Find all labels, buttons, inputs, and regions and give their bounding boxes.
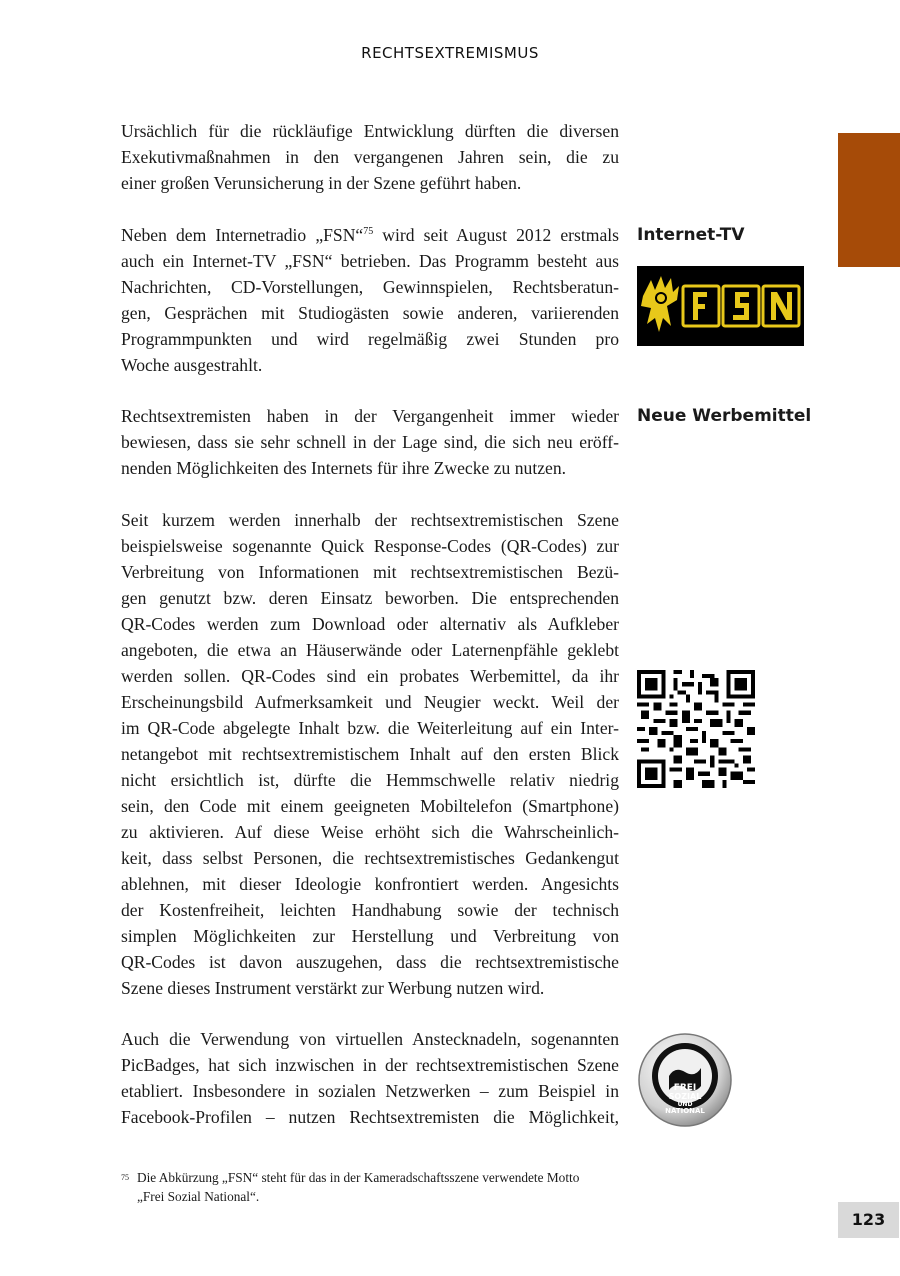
paragraph (121, 222, 619, 378)
text-line: Rechtsextremisten haben in der Vergangenheit immer wieder (121, 406, 619, 426)
picbadge-graphic (637, 1032, 733, 1128)
paragraph (121, 118, 619, 196)
margin-heading-internet-tv: Internet-TV (637, 225, 745, 245)
footnote-reference: 75 (363, 226, 374, 238)
text-line (121, 222, 619, 248)
text-line: Woche ausgestrahlt. (121, 355, 263, 375)
badge-text-line: SOZIAL (668, 1092, 702, 1101)
paragraph (121, 507, 619, 1001)
text-line: Exekutivmaßnahmen in den vergangenen Jahren sein, die zu (121, 147, 619, 167)
text-line: simplen Möglichkeiten zur Herstellung und Verbreitung von (121, 926, 619, 946)
badge-text-line: NATIONAL (665, 1107, 705, 1115)
paragraph (121, 403, 619, 481)
margin-heading-neue-werbemittel: Neue Werbemittel (637, 406, 812, 426)
text-line: einer großen Verunsicherung in der Szene geführt haben. (121, 173, 522, 193)
text-line: bewiesen, dass sie sehr schnell in der Lage sind, die sich neu eröff- (121, 432, 619, 452)
text-line: beispielsweise sogenannte Quick Response-Codes (QR-Codes) zur (121, 536, 619, 556)
paragraph (121, 1026, 619, 1130)
text-line: Facebook-Profilen – nutzen Rechtsextremisten die Möglichkeit, (121, 1107, 619, 1127)
text-fragment: Neben dem Internetradio „FSN“ (121, 225, 364, 245)
page-number: 123 (838, 1202, 899, 1238)
text-line: Szene dieses Instrument verstärkt zur Werbung nutzen wird. (121, 978, 545, 998)
text-line: Erscheinungsbild Aufmerksamkeit und Neugier weckt. Weil der (121, 692, 619, 712)
text-line: PicBadges, hat sich inzwischen in der rechtsextremistischen Szene (121, 1055, 619, 1075)
text-line: QR-Codes ist davon auszugehen, dass die rechtsextremistische (121, 952, 619, 972)
text-line: QR-Codes werden zum Download oder alternativ als Aufkleber (121, 614, 619, 634)
qr-code-image (637, 669, 755, 789)
text-fragment: wird seit August 2012 erstmals (373, 225, 619, 245)
text-line: Nachrichten, CD-Vorstellungen, Gewinnspielen, Rechtsberatun- (121, 277, 619, 297)
text-line: nicht ersichtlich ist, dürfte die Hemmschwelle relativ niedrig (121, 770, 619, 790)
text-line: der Kostenfreiheit, leichten Handhabung sowie der technisch (121, 900, 619, 920)
footnote (121, 1168, 619, 1206)
text-line: werden sollen. QR-Codes sind ein probates Werbemittel, da ihr (121, 666, 619, 686)
footnote-text-line: „Frei Sozial National“. (137, 1189, 260, 1204)
text-line: nenden Möglichkeiten des Internets für ihre Zwecke zu nutzen. (121, 458, 567, 478)
text-line: angeboten, die etwa an Häuserwände oder Laternenpfähle geklebt (121, 640, 619, 660)
chapter-tab (838, 133, 900, 267)
text-line: Verbreitung von Informationen mit rechtsextremistischen Bezü- (121, 562, 619, 582)
badge-text-line: UND (677, 1101, 693, 1108)
text-line: Seit kurzem werden innerhalb der rechtsextremistischen Szene (121, 510, 619, 530)
text-line: Ursächlich für die rückläufige Entwicklung dürften die diversen (121, 121, 619, 141)
text-line: gen genutzt bzw. deren Einsatz beworben. Die entsprechenden (121, 588, 619, 608)
footnote-text-line: Die Abkürzung „FSN“ steht für das in der Kameradschaftsszene verwendete Motto (137, 1170, 580, 1185)
fsn-logo-image (637, 266, 804, 346)
text-line: Programmpunkten und wird regelmäßig zwei Stunden pro (121, 329, 619, 349)
text-line: netangebot mit rechtsextremistischem Inhalt auf den ersten Blick (121, 744, 619, 764)
picbadge-image (637, 1032, 733, 1128)
text-line: gen, Gesprächen mit Studiogästen sowie anderen, variierenden (121, 303, 619, 323)
text-line: im QR-Code abgelegte Inhalt bzw. die Weiterleitung auf ein Inter- (121, 718, 619, 738)
text-line: zu aktivieren. Auf diese Weise erhöht sich die Wahrscheinlich- (121, 822, 619, 842)
text-line: sein, den Code mit einem geeigneten Mobiltelefon (Smartphone) (121, 796, 619, 816)
text-line: etabliert. Insbesondere in sozialen Netzwerken – zum Beispiel in (121, 1081, 619, 1101)
running-header: RECHTSEXTREMISMUS (361, 44, 539, 62)
text-line: ablehnen, mit dieser Ideologie konfrontiert werden. Angesichts (121, 874, 619, 894)
badge-text-line: FREI (673, 1083, 697, 1093)
text-line: Auch die Verwendung von virtuellen Anstecknadeln, sogenannten (121, 1029, 619, 1049)
qr-code-graphic (637, 669, 755, 789)
footnote-number: 75 (121, 1173, 129, 1182)
text-line: auch ein Internet-TV „FSN“ betrieben. Das Programm besteht aus (121, 251, 619, 271)
fsn-logo-graphic (637, 266, 804, 346)
text-line: keit, dass selbst Personen, die rechtsextremistisches Gedankengut (121, 848, 619, 868)
